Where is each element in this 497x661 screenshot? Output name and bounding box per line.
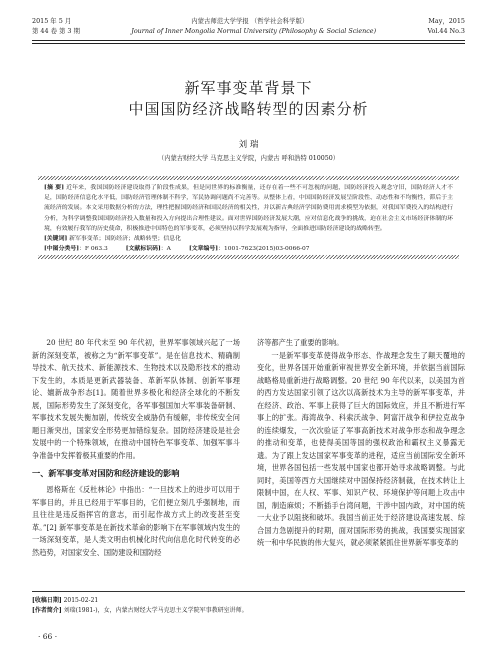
- clc-value: F 063.3: [84, 246, 108, 253]
- article-title: [0, 78, 497, 120]
- header-issue: 第 44 卷 第 3 期: [32, 27, 80, 35]
- header-date-en: May，2015: [428, 17, 465, 25]
- abstract-box: [38, 176, 459, 259]
- body-paragraph: 一是新军事变革使得战争形态、作战理念发生了颠天覆地的变化，世界各国开始重新审视世界安全新环境，并依据当前国际战略格局重新进行战略调整。20 世纪 90 年代以来，以美国为首的西方发达国家引领了这次以高新技术为主导的新军事变革，并在经济、政治、军事上获得了巨大的国际效应，并且不断进行军事上的扩张。海湾战争、科索沃战争、阿富汗战争和伊拉克战争的连续爆发，一次次验证了军事高新技术对战争形态和战争理念的推动和变革，也使得美国等国的强权政治和霸权主义暴露无遗。为了跟上发达国家军事变革的进程，适应当前国际安全新环境，世界各国包括一些发展中国家也都开始寻求战略调整。与此同时，美国等西方大国继续对中国保持经济制裁，在技术转让上限制中国，在人权、军事、知识产权、环境保护等问题上攻击中国，制造麻烦；不断插手台湾问题，干涉中国内政，对中国的统一大业予以阻挠和破坏。我国当前正处于经济建设高速发展、综合国力急剧提升的时期，面对国际形势的挑战，我国要实现国家统一和中华民族的伟大复兴，就必须紧紧抓住世界新军事变革的: [257, 350, 465, 547]
- article-no-value: 1001-7623(2015)03-0066-07: [223, 246, 310, 253]
- abstract-paragraph: [44, 183, 453, 234]
- running-header: [32, 16, 465, 44]
- section-heading: 一、新军事变革对国防和经济建设的影响: [32, 468, 180, 478]
- footnote-rule: [32, 591, 465, 592]
- header-rule-thin: [32, 43, 465, 44]
- title-line-1: 新军事变革背景下: [184, 79, 313, 97]
- body-paragraph: 恩格斯在《反杜林论》中指出：“一旦技术上的进步可以用于军事目的，并且已经用于军事目的，它们便立刻几乎强制地，而且往往是违反指挥官的意志，而引起作战方式上的改变甚至变革。”[2] 新军事变革是在新技术革命的影响下在军事领域内发生的一场深刻变革，是人类文明由机械化时代向信息化时代转变的必然趋势，对国家安全、国防建设和国防经: [32, 485, 240, 557]
- header-rule: [32, 40, 465, 41]
- author-name: 刘 瑞: [238, 140, 259, 150]
- body-column-left: [32, 337, 240, 559]
- abstract-text: 近年来，我国国防经济建设取得了阶段性成果，但是同世界的标准衡量，还存在着一些不可忽视的问题，国防经济投入观念守旧，国防经济人才不足，国防经济信息化水平低，国防经济管理体制不科学，军民协调问题尚不完善等。从整体上看，中国国防经济发展呈阶段性、动态性和不均衡性，滞后于主流经济的发展。本文采用数据分析的方法，理性把握国防经济和国民经济的相关性，并以新古典经济学国防费用需求模型为依据，对我国军费投入的结构进行分析，为科学调整我国国防经济投入数量和投入方向提出合理性建议。面对世界国防经济发展大潮，应对信息化战争的挑战，迫在社会主义市场经济体制的环境，有效履行我军的历史使命，积极推进中国特色的军事变革，必须坚持以科学发展观为指导，全面推进国防经济建设的战略转型。: [44, 185, 453, 232]
- author-bio-label: [作者简介]: [32, 607, 62, 615]
- header-journal-en: Journal of Inner Mongolia Normal University (Philosophy & Social Science): [131, 27, 377, 35]
- page-number: · 66 ·: [38, 632, 58, 641]
- article-no-label: [文章编号]: [188, 245, 219, 253]
- received-label: [收稿日期]: [32, 597, 62, 604]
- article-no-item: [文章编号]：1001-7623(2015)03-0066-07: [188, 245, 310, 253]
- clc-label: [中图分类号]: [44, 245, 80, 253]
- doc-code-label: [文献标识码]: [125, 245, 161, 253]
- keywords-text: 新军事变革；国防经济；战略转型；信息化: [69, 236, 182, 243]
- body-columns: [32, 337, 465, 559]
- clc-item: [中图分类号]：F 063.3: [44, 245, 108, 253]
- doc-code-item: [文献标识码]：A: [125, 245, 171, 253]
- author-bio: 刘瑞(1981-)，女，内蒙古财经大学马克思主义学院军事教研室讲师。: [63, 607, 248, 615]
- abstract-label: [摘 要]: [44, 184, 65, 191]
- classification-line: [44, 244, 453, 254]
- header-date: 2015 年 5 月: [32, 17, 72, 25]
- body-paragraph: 20 世纪 80 年代末至 90 年代初，世界军事领域兴起了一场新的深刻变革，被称之为“新军事变革”。是在信息技术、精确制导技术、航天技术、新能源技术、生物技术以及隐形技术的推动下发生的，本质是更新武器装备、革新军队体制、创新军事理论、嬗新战争形态[1]。随着世界多极化和经济全球化的不断发展，国际形势发生了深刻变化，各军事强国加大军事装备研制、军事技术发展失衡加剧，传统安全威胁仍有缓解，非传统安全问题日渐突出，国家安全形势更加错综复杂。国防经济建设是社会发展中的一个特殊领域，在推动中国特色军事变革、加强军事斗争准备中发挥着极其重要的作用。: [32, 338, 240, 460]
- header-volume: Vol.44 No.3: [427, 27, 465, 35]
- author-bio-line: [32, 606, 465, 616]
- keywords-label: [关键词]: [44, 235, 68, 243]
- title-line-2: 中国国防经济战略转型的因素分析: [128, 100, 369, 118]
- abstract-border-top: [38, 176, 459, 180]
- header-journal-cn: 内蒙古师范大学学报 （哲学社会科学版）: [191, 17, 309, 25]
- received-date-line: [32, 596, 465, 606]
- doc-code-value: A: [166, 246, 171, 253]
- author-affiliation: （内蒙古财经大学 马克思主义学院，内蒙古 呼和浩特 010050）: [157, 155, 340, 162]
- footnote: [32, 596, 465, 617]
- keywords-line: [44, 234, 453, 244]
- abstract-border-bottom: [38, 255, 459, 259]
- body-column-right: [257, 337, 465, 559]
- body-paragraph: 济等都产生了重要的影响。: [257, 338, 344, 347]
- received-date: 2015-02-21: [63, 597, 99, 604]
